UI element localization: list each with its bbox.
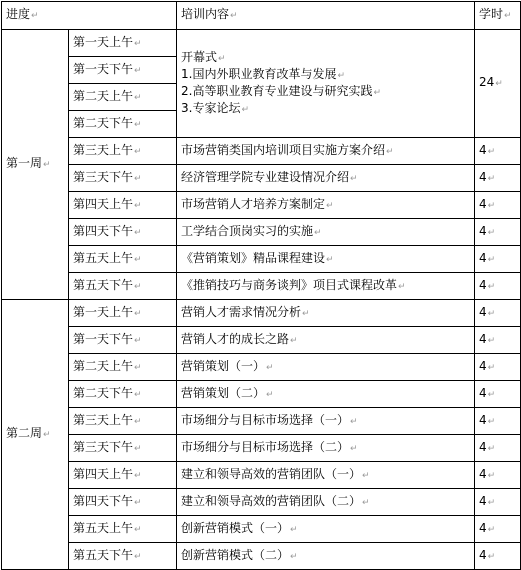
hours-value: 24 bbox=[479, 75, 495, 89]
content-text: 《营销策划》精品课程建设 bbox=[181, 250, 326, 265]
paragraph-mark-icon: ↵ bbox=[487, 389, 496, 400]
header-hours-text: 学时 bbox=[479, 7, 504, 21]
schedule-row bbox=[2, 300, 521, 327]
hours-cell bbox=[475, 300, 521, 327]
day-label: 第五天上午 bbox=[73, 250, 134, 265]
day-cell bbox=[69, 219, 177, 246]
schedule-row bbox=[2, 273, 521, 300]
paragraph-mark-icon: ↵ bbox=[487, 227, 496, 238]
day-cell bbox=[69, 111, 177, 138]
schedule-row bbox=[2, 165, 521, 192]
paragraph-mark-icon: ↵ bbox=[134, 443, 142, 454]
week-label: 第二周 bbox=[6, 426, 43, 440]
content-text: 《推销技巧与商务谈判》项目式课程改革 bbox=[181, 277, 398, 292]
content-cell bbox=[177, 462, 475, 489]
paragraph-mark-icon: ↵ bbox=[266, 362, 274, 373]
opening-session-text: 开幕式 bbox=[181, 49, 218, 64]
content-text: 市场细分与目标市场选择（二） bbox=[181, 439, 350, 454]
day-label: 第四天上午 bbox=[73, 466, 134, 481]
schedule-row bbox=[2, 381, 521, 408]
content-cell bbox=[177, 219, 475, 246]
day-label: 第四天下午 bbox=[73, 493, 134, 508]
content-text: 市场营销人才培养方案制定 bbox=[181, 196, 326, 211]
header-progress-cell bbox=[2, 2, 177, 30]
content-cell bbox=[177, 543, 475, 570]
day-label: 第一天上午 bbox=[73, 34, 134, 49]
hours-value: 4 bbox=[479, 196, 487, 211]
hours-value: 4 bbox=[479, 547, 487, 562]
schedule-row bbox=[2, 516, 521, 543]
hours-value: 4 bbox=[479, 223, 487, 238]
paragraph-mark-icon: ↵ bbox=[290, 551, 298, 562]
schedule-row bbox=[2, 354, 521, 381]
week-label-cell bbox=[2, 300, 69, 570]
paragraph-mark-icon: ↵ bbox=[134, 227, 142, 238]
day-cell bbox=[69, 300, 177, 327]
opening-session-text: 1.国内外职业教育改革与发展 bbox=[181, 66, 337, 81]
paragraph-mark-icon: ↵ bbox=[314, 227, 322, 238]
paragraph-mark-icon: ↵ bbox=[134, 92, 142, 103]
paragraph-mark-icon: ↵ bbox=[134, 173, 142, 184]
schedule-row bbox=[2, 462, 521, 489]
content-text: 创新营销模式（二） bbox=[181, 547, 290, 562]
content-text: 市场细分与目标市场选择（一） bbox=[181, 412, 350, 427]
opening-session-line bbox=[181, 50, 474, 67]
paragraph-mark-icon: ↵ bbox=[487, 524, 496, 535]
day-cell bbox=[69, 408, 177, 435]
header-content-cell bbox=[177, 2, 475, 30]
content-cell bbox=[177, 192, 475, 219]
paragraph-mark-icon: ↵ bbox=[290, 524, 298, 535]
day-label: 第五天上午 bbox=[73, 520, 134, 535]
paragraph-mark-icon: ↵ bbox=[487, 308, 496, 319]
day-label: 第二天下午 bbox=[73, 115, 134, 130]
content-text: 工学结合顶岗实习的实施 bbox=[181, 223, 314, 238]
paragraph-mark-icon: ↵ bbox=[134, 146, 142, 157]
paragraph-mark-icon: ↵ bbox=[487, 200, 496, 211]
hours-cell bbox=[475, 489, 521, 516]
week-label: 第一周 bbox=[6, 156, 43, 170]
day-label: 第三天下午 bbox=[73, 439, 134, 454]
hours-cell bbox=[475, 138, 521, 165]
schedule-row bbox=[2, 246, 521, 273]
day-label: 第四天下午 bbox=[73, 223, 134, 238]
paragraph-mark-icon: ↵ bbox=[487, 416, 496, 427]
day-cell bbox=[69, 543, 177, 570]
header-hours-cell bbox=[475, 2, 521, 30]
content-text: 市场营销类国内培训项目实施方案介绍 bbox=[181, 142, 386, 157]
opening-session-line bbox=[181, 101, 474, 118]
content-text: 营销人才的成长之路 bbox=[181, 331, 290, 346]
content-cell bbox=[177, 165, 475, 192]
paragraph-mark-icon: ↵ bbox=[350, 443, 358, 454]
hours-value: 4 bbox=[479, 358, 487, 373]
paragraph-mark-icon: ↵ bbox=[134, 119, 142, 130]
paragraph-mark-icon: ↵ bbox=[326, 200, 334, 211]
paragraph-mark-icon: ↵ bbox=[487, 497, 496, 508]
content-text: 经济管理学院专业建设情况介绍 bbox=[181, 169, 350, 184]
content-cell bbox=[177, 300, 475, 327]
schedule-row bbox=[2, 543, 521, 570]
day-cell bbox=[69, 327, 177, 354]
paragraph-mark-icon: ↵ bbox=[134, 470, 142, 481]
content-cell bbox=[177, 138, 475, 165]
hours-cell bbox=[475, 354, 521, 381]
hours-value: 4 bbox=[479, 385, 487, 400]
hours-value: 4 bbox=[479, 412, 487, 427]
day-cell bbox=[69, 489, 177, 516]
paragraph-mark-icon: ↵ bbox=[134, 389, 142, 400]
hours-cell bbox=[475, 273, 521, 300]
content-text: 营销策划（一） bbox=[181, 358, 266, 373]
paragraph-mark-icon: ↵ bbox=[487, 281, 496, 292]
day-cell bbox=[69, 138, 177, 165]
schedule-row bbox=[2, 489, 521, 516]
paragraph-mark-icon: ↵ bbox=[31, 11, 39, 21]
paragraph-mark-icon: ↵ bbox=[230, 11, 238, 21]
day-label: 第五天下午 bbox=[73, 277, 134, 292]
day-label: 第五天下午 bbox=[73, 547, 134, 562]
hours-value: 4 bbox=[479, 277, 487, 292]
paragraph-mark-icon: ↵ bbox=[362, 470, 370, 481]
paragraph-mark-icon: ↵ bbox=[134, 524, 142, 535]
day-label: 第二天上午 bbox=[73, 358, 134, 373]
hours-cell bbox=[475, 165, 521, 192]
day-label: 第二天下午 bbox=[73, 385, 134, 400]
content-text: 营销策划（二） bbox=[181, 385, 266, 400]
schedule-row bbox=[2, 138, 521, 165]
hours-value: 4 bbox=[479, 304, 487, 319]
hours-cell bbox=[475, 219, 521, 246]
paragraph-mark-icon: ↵ bbox=[487, 362, 496, 373]
hours-value: 4 bbox=[479, 169, 487, 184]
day-label: 第三天上午 bbox=[73, 142, 134, 157]
paragraph-mark-icon: ↵ bbox=[134, 200, 142, 211]
paragraph-mark-icon: ↵ bbox=[266, 389, 274, 400]
day-cell bbox=[69, 273, 177, 300]
paragraph-mark-icon: ↵ bbox=[487, 335, 496, 346]
hours-value: 4 bbox=[479, 250, 487, 265]
paragraph-mark-icon: ↵ bbox=[43, 160, 51, 170]
schedule-row bbox=[2, 219, 521, 246]
paragraph-mark-icon: ↵ bbox=[487, 470, 496, 481]
paragraph-mark-icon: ↵ bbox=[350, 173, 358, 184]
paragraph-mark-icon: ↵ bbox=[487, 551, 496, 562]
paragraph-mark-icon: ↵ bbox=[134, 497, 142, 508]
day-cell bbox=[69, 381, 177, 408]
paragraph-mark-icon: ↵ bbox=[290, 335, 298, 346]
paragraph-mark-icon: ↵ bbox=[495, 79, 503, 89]
schedule-row bbox=[2, 192, 521, 219]
schedule-row bbox=[2, 327, 521, 354]
paragraph-mark-icon: ↵ bbox=[134, 335, 142, 346]
paragraph-mark-icon: ↵ bbox=[326, 254, 334, 265]
day-cell bbox=[69, 516, 177, 543]
paragraph-mark-icon: ↵ bbox=[487, 443, 496, 454]
content-text: 建立和领导高效的营销团队（二） bbox=[181, 493, 362, 508]
paragraph-mark-icon: ↵ bbox=[241, 104, 249, 115]
paragraph-mark-icon: ↵ bbox=[134, 362, 142, 373]
hours-value: 4 bbox=[479, 331, 487, 346]
content-text: 创新营销模式（一） bbox=[181, 520, 290, 535]
paragraph-mark-icon: ↵ bbox=[134, 65, 142, 76]
paragraph-mark-icon: ↵ bbox=[134, 416, 142, 427]
hours-cell bbox=[475, 327, 521, 354]
day-label: 第二天上午 bbox=[73, 88, 134, 103]
schedule-body bbox=[2, 2, 521, 570]
day-cell bbox=[69, 354, 177, 381]
paragraph-mark-icon: ↵ bbox=[487, 146, 496, 157]
hours-cell bbox=[475, 462, 521, 489]
hours-cell bbox=[475, 408, 521, 435]
day-label: 第一天下午 bbox=[73, 331, 134, 346]
hours-cell bbox=[475, 435, 521, 462]
content-cell bbox=[177, 354, 475, 381]
day-label: 第一天上午 bbox=[73, 304, 134, 319]
content-cell bbox=[177, 489, 475, 516]
hours-cell bbox=[475, 516, 521, 543]
opening-session-cell bbox=[177, 30, 475, 138]
schedule-row bbox=[2, 408, 521, 435]
day-cell bbox=[69, 246, 177, 273]
paragraph-mark-icon: ↵ bbox=[134, 551, 142, 562]
paragraph-mark-icon: ↵ bbox=[362, 497, 370, 508]
paragraph-mark-icon: ↵ bbox=[350, 416, 358, 427]
day-cell bbox=[69, 435, 177, 462]
day-cell bbox=[69, 30, 177, 57]
paragraph-mark-icon: ↵ bbox=[487, 173, 496, 184]
week-label-cell bbox=[2, 30, 69, 300]
content-cell bbox=[177, 273, 475, 300]
content-text: 建立和领导高效的营销团队（一） bbox=[181, 466, 362, 481]
hours-value: 4 bbox=[479, 142, 487, 157]
paragraph-mark-icon: ↵ bbox=[43, 430, 51, 440]
schedule-row bbox=[2, 435, 521, 462]
hours-cell bbox=[475, 30, 521, 138]
training-schedule-table bbox=[1, 1, 521, 570]
paragraph-mark-icon: ↵ bbox=[373, 87, 381, 98]
opening-session-line bbox=[181, 84, 474, 101]
opening-session-text: 2.高等职业教育专业建设与研究实践 bbox=[181, 83, 373, 98]
content-cell bbox=[177, 516, 475, 543]
day-label: 第三天上午 bbox=[73, 412, 134, 427]
day-label: 第一天下午 bbox=[73, 61, 134, 76]
day-label: 第四天上午 bbox=[73, 196, 134, 211]
hours-cell bbox=[475, 192, 521, 219]
paragraph-mark-icon: ↵ bbox=[398, 281, 406, 292]
schedule-row bbox=[2, 30, 521, 57]
paragraph-mark-icon: ↵ bbox=[134, 254, 142, 265]
paragraph-mark-icon: ↵ bbox=[218, 53, 226, 64]
paragraph-mark-icon: ↵ bbox=[134, 38, 142, 49]
header-row bbox=[2, 2, 521, 30]
content-cell bbox=[177, 435, 475, 462]
hours-value: 4 bbox=[479, 439, 487, 454]
content-cell bbox=[177, 327, 475, 354]
opening-session-line bbox=[181, 67, 474, 84]
day-cell bbox=[69, 165, 177, 192]
opening-session-text: 3.专家论坛 bbox=[181, 100, 241, 115]
hours-value: 4 bbox=[479, 493, 487, 508]
paragraph-mark-icon: ↵ bbox=[487, 254, 496, 265]
hours-cell bbox=[475, 381, 521, 408]
header-progress-text: 进度 bbox=[6, 7, 31, 21]
hours-value: 4 bbox=[479, 520, 487, 535]
hours-value: 4 bbox=[479, 466, 487, 481]
day-cell bbox=[69, 192, 177, 219]
content-cell bbox=[177, 246, 475, 273]
day-cell bbox=[69, 84, 177, 111]
content-cell bbox=[177, 408, 475, 435]
paragraph-mark-icon: ↵ bbox=[386, 146, 394, 157]
paragraph-mark-icon: ↵ bbox=[134, 281, 142, 292]
paragraph-mark-icon: ↵ bbox=[504, 11, 512, 21]
content-text: 营销人才需求情况分析 bbox=[181, 304, 302, 319]
paragraph-mark-icon: ↵ bbox=[134, 308, 142, 319]
content-cell bbox=[177, 381, 475, 408]
paragraph-mark-icon: ↵ bbox=[337, 70, 345, 81]
day-label: 第三天下午 bbox=[73, 169, 134, 184]
hours-cell bbox=[475, 543, 521, 570]
hours-cell bbox=[475, 246, 521, 273]
paragraph-mark-icon: ↵ bbox=[302, 308, 310, 319]
day-cell bbox=[69, 462, 177, 489]
day-cell bbox=[69, 57, 177, 84]
header-content-text: 培训内容 bbox=[181, 7, 230, 21]
